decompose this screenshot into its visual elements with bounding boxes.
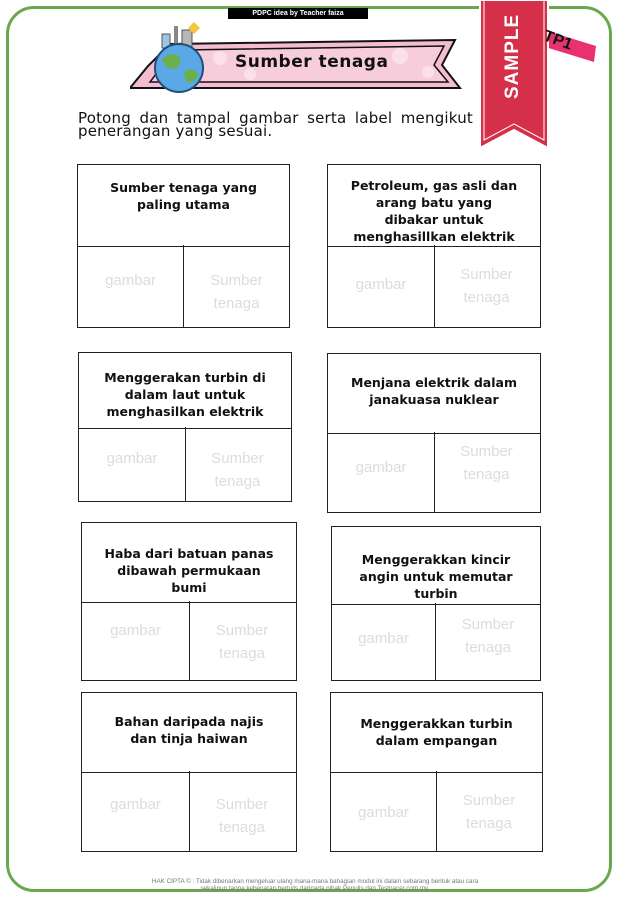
activity-card <box>78 352 292 502</box>
energy-source-placeholder[interactable]: Sumber tenaga <box>461 616 515 656</box>
activity-card <box>327 164 541 328</box>
globe-energy-illustration <box>150 20 208 94</box>
image-placeholder[interactable]: gambar <box>79 427 186 501</box>
card-description: Menggerakkan turbin dalam empangan <box>331 693 542 773</box>
image-placeholder[interactable]: gambar <box>82 601 190 680</box>
image-placeholder[interactable]: gambar <box>332 603 436 680</box>
activity-card <box>327 353 541 513</box>
activity-card <box>77 164 290 328</box>
card-description: Sumber tenaga yang paling utama <box>78 165 289 247</box>
image-placeholder[interactable]: gambar <box>82 771 190 851</box>
copyright-footer: HAK CIPTA © : Tidak dibenarkan mengeluar ulang mana-mana bahagian modul ini dalam sebarang bentuk atau cara sekalipun tanpa kebenaran bertulis daripada pihak Penulis dan Testpacer.com.my. <box>151 878 479 892</box>
card-description: Menggerakkan kincir angin untuk memutar turbin <box>332 527 540 605</box>
energy-source-placeholder[interactable]: Sumber tenaga <box>183 245 289 327</box>
activity-card <box>81 522 297 681</box>
card-description: Petroleum, gas asli dan arang batu yang dibakar untuk menghasillkan elektrik <box>328 165 540 247</box>
image-placeholder[interactable]: gambar <box>331 771 437 851</box>
card-description: Haba dari batuan panas dibawah permukaan bumi <box>82 523 296 603</box>
energy-source-placeholder[interactable]: Sumber tenaga <box>215 796 269 836</box>
level-tag: TP1 <box>541 27 575 54</box>
card-description: Menjana elektrik dalam janakuasa nuklear <box>328 354 540 434</box>
energy-source-placeholder[interactable]: Sumber tenaga <box>211 450 264 490</box>
activity-card <box>330 692 543 852</box>
image-placeholder[interactable]: gambar <box>328 432 435 512</box>
sample-ribbon <box>478 0 598 160</box>
sample-ribbon-label: SAMPLE <box>502 13 523 99</box>
card-description: Menggerakan turbin di dalam laut untuk menghasilkan elektrik <box>79 353 291 429</box>
energy-source-placeholder[interactable]: Sumber tenaga <box>215 622 269 662</box>
activity-card <box>331 526 541 681</box>
energy-source-placeholder[interactable]: Sumber tenaga <box>462 792 516 832</box>
page-title: Sumber tenaga <box>235 52 389 72</box>
image-placeholder[interactable]: gambar <box>328 245 435 327</box>
image-placeholder[interactable]: gambar <box>78 245 184 327</box>
instruction-text: Potong dan tampal gambar serta label mengikut penerangan yang sesuai. <box>78 109 473 140</box>
activity-card <box>81 692 297 852</box>
energy-source-placeholder[interactable]: Sumber tenaga <box>460 443 513 483</box>
credit-label: PDPC idea by Teacher faiza <box>228 8 368 19</box>
energy-source-placeholder[interactable]: Sumber tenaga <box>460 266 513 306</box>
card-description: Bahan daripada najis dan tinja haiwan <box>82 693 296 773</box>
